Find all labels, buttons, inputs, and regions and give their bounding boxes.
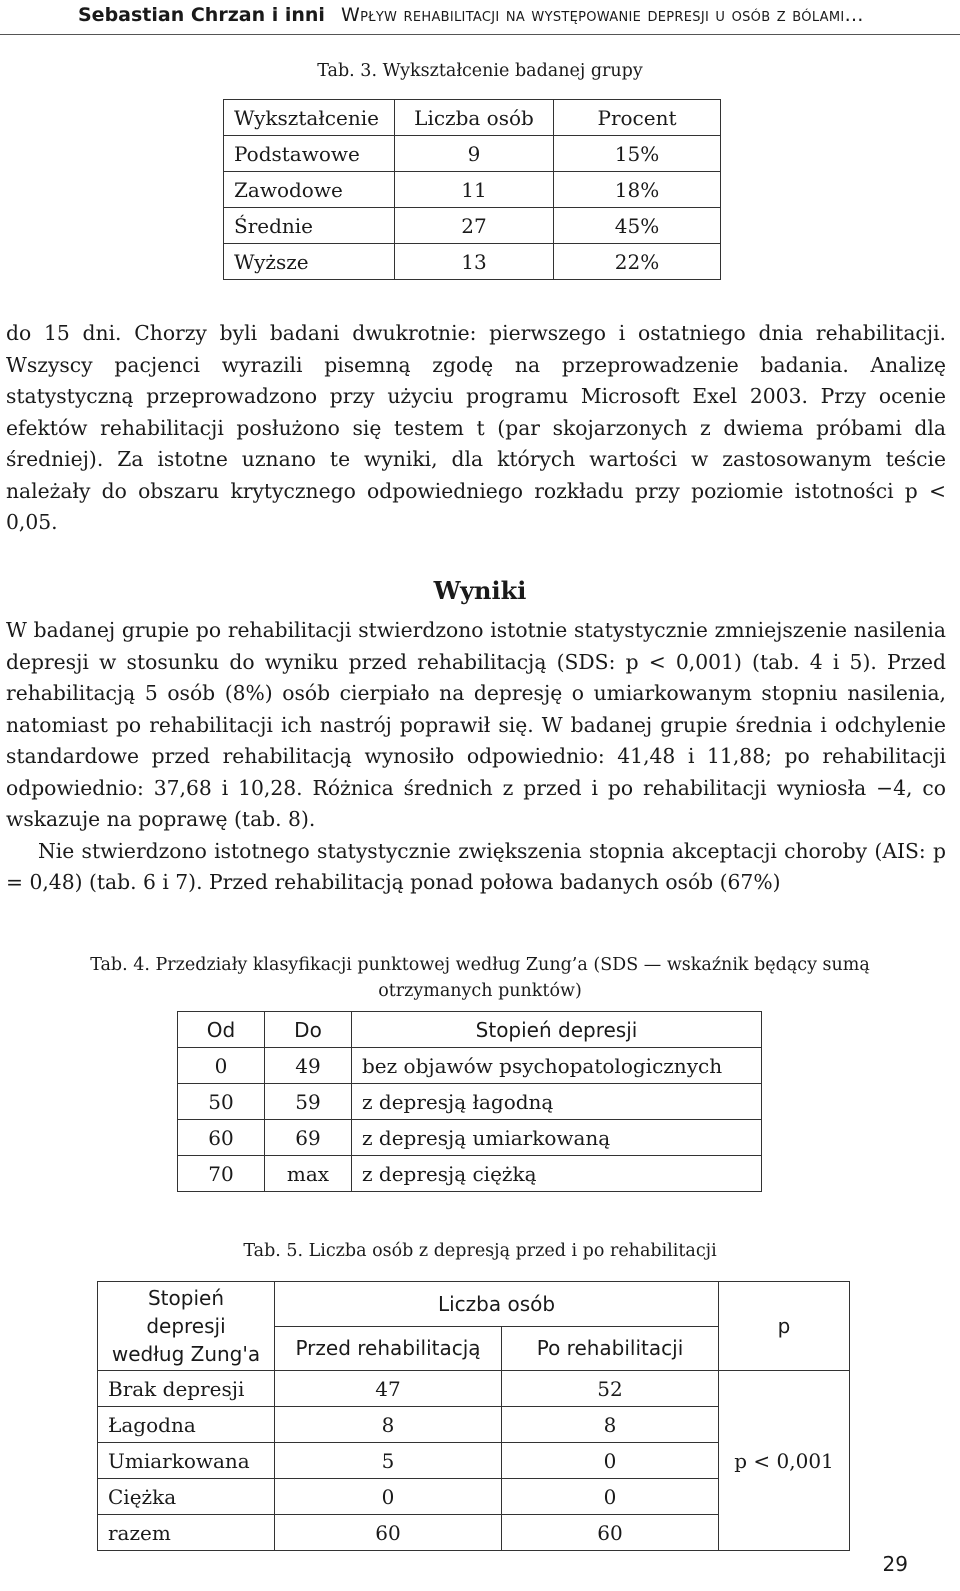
- table-cell: 11: [395, 172, 554, 208]
- tab5-header-after: Po rehabilitacji: [502, 1326, 719, 1371]
- paragraph-text: W badanej grupie po rehabilitacji stwierdzono istotnie statystycznie zmniejszenie nasilenia depresji w stosunku do wyniku przed rehabilitacją (SDS: p < 0,001) (tab. 4 i 5). Przed rehabilitacją 5 osób (8%) osób cierpiało na depresję o umiarkowanym stopniu nasilenia, natomiast po rehabilitacji ich nastrój poprawił się. W badanej grupie średnia i odchylenie standardowe przed rehabilitacją wynosiło odpowiednio: 41,48 i 11,88; po rehabilitacji odpowiednio: 37,68 i 10,28. Różnica średnich z przed i po rehabilitacji wyniosła −4, co wskazuje na poprawę (tab. 8).: [6, 618, 946, 831]
- table-cell: 52: [502, 1371, 719, 1407]
- table-cell: 70: [178, 1156, 265, 1192]
- table-cell: 49: [265, 1048, 352, 1084]
- table-cell: 69: [265, 1120, 352, 1156]
- table-cell: 50: [178, 1084, 265, 1120]
- table-cell: Ciężka: [98, 1479, 275, 1515]
- tab4-header-cell: Do: [265, 1012, 352, 1048]
- table-cell: 15%: [554, 136, 721, 172]
- table-cell: 60: [502, 1515, 719, 1551]
- table-cell: 47: [275, 1371, 502, 1407]
- table-row: [98, 1371, 850, 1407]
- table-cell: Brak depresji: [98, 1371, 275, 1407]
- tab3-header-cell: Liczba osób: [395, 100, 554, 136]
- tab4-header-cell: Stopień depresji: [352, 1012, 762, 1048]
- table-cell: z depresją łagodną: [352, 1084, 762, 1120]
- table-cell: Wyższe: [224, 244, 395, 280]
- tab5-header-row: [98, 1282, 850, 1327]
- tab3-caption: Tab. 3. Wykształcenie badanej grupy: [317, 61, 643, 81]
- running-header: [78, 4, 864, 26]
- table-cell: Średnie: [224, 208, 395, 244]
- table-cell: 13: [395, 244, 554, 280]
- table-row: [224, 136, 721, 172]
- table-cell: 0: [502, 1479, 719, 1515]
- tab3-table: [223, 99, 721, 280]
- table-cell: Umiarkowana: [98, 1443, 275, 1479]
- section-heading: Wyniki: [433, 576, 527, 605]
- table-cell: max: [265, 1156, 352, 1192]
- methods-paragraph: [6, 318, 946, 539]
- table-cell: Podstawowe: [224, 136, 395, 172]
- tab4-table: [177, 1011, 762, 1192]
- tab3-header-row: [224, 100, 721, 136]
- page-number: 29: [882, 1552, 908, 1576]
- table-cell: 22%: [554, 244, 721, 280]
- table-cell: 59: [265, 1084, 352, 1120]
- table-cell: 45%: [554, 208, 721, 244]
- table-row: [178, 1084, 762, 1120]
- table-cell: 60: [275, 1515, 502, 1551]
- table-cell: z depresją ciężką: [352, 1156, 762, 1192]
- table-row: [178, 1156, 762, 1192]
- tab5-header-p: p: [719, 1282, 850, 1371]
- table-cell: 27: [395, 208, 554, 244]
- table-cell: z depresją umiarkowaną: [352, 1120, 762, 1156]
- tab4-caption-line: otrzymanych punktów): [378, 981, 582, 1001]
- tab5-p-value: p < 0,001: [719, 1371, 850, 1551]
- header-title: Wpływ rehabilitacji na występowanie depresji u osób z bólami…: [340, 4, 864, 26]
- paragraph-text: Nie stwierdzono istotnego statystycznie zwiększenia stopnia akceptacji choroby (AIS: p = 0,48) (tab. 6 i 7). Przed rehabilitacją ponad połowa badanych osób (67%): [6, 838, 946, 894]
- tab5-header-degree: [98, 1282, 275, 1371]
- table-cell: 8: [275, 1407, 502, 1443]
- tab5-header-count: Liczba osób: [275, 1282, 719, 1327]
- table-cell: 0: [502, 1443, 719, 1479]
- table-cell: 0: [275, 1479, 502, 1515]
- paragraph-text: do 15 dni. Chorzy byli badani dwukrotnie: pierwszego i ostatniego dnia rehabilitacji. Wszyscy pacjenci wyrazili pisemną zgodę na przeprowadzenie badania. Analizę statystyczną przeprowadzono przy użyciu programu Microsoft Exel 2003. Przy ocenie efektów rehabilitacji posłużono się testem t (par skojarzonych z dwiema próbami dla średniej). Za istotne uznano te wyniki, dla których wartości w zastosowanym teście należały do obszaru krytycznego odpowiedniego rozkładu przy poziomie istotności p < 0,05.: [6, 321, 946, 534]
- table-row: [224, 244, 721, 280]
- tab5-table: [97, 1281, 850, 1551]
- table-row: [178, 1048, 762, 1084]
- table-cell: Łagodna: [98, 1407, 275, 1443]
- header-author: Sebastian Chrzan i inni: [78, 4, 325, 26]
- table-cell: 9: [395, 136, 554, 172]
- table-row: [224, 172, 721, 208]
- tab5-header-degree-line: według Zung'a: [111, 1342, 261, 1366]
- table-cell: 60: [178, 1120, 265, 1156]
- tab5-header-before: Przed rehabilitacją: [275, 1326, 502, 1371]
- tab4-header-cell: Od: [178, 1012, 265, 1048]
- table-cell: 5: [275, 1443, 502, 1479]
- table-cell: bez objawów psychopatologicznych: [352, 1048, 762, 1084]
- table-cell: 0: [178, 1048, 265, 1084]
- tab4-header-row: [178, 1012, 762, 1048]
- tab4-caption-line: Tab. 4. Przedziały klasyfikacji punktowej według Zung’a (SDS — wskaźnik będący sumą: [90, 955, 870, 975]
- table-row: [224, 208, 721, 244]
- header-rule: [0, 34, 960, 35]
- table-cell: 8: [502, 1407, 719, 1443]
- table-cell: 18%: [554, 172, 721, 208]
- results-paragraphs: [6, 615, 946, 899]
- tab5-caption: Tab. 5. Liczba osób z depresją przed i po rehabilitacji: [243, 1241, 717, 1261]
- tab3-header-cell: Procent: [554, 100, 721, 136]
- table-row: [178, 1120, 762, 1156]
- tab5-header-degree-line: Stopień depresji: [146, 1286, 226, 1338]
- tab4-caption: [0, 952, 960, 1004]
- table-cell: razem: [98, 1515, 275, 1551]
- tab3-header-cell: Wykształcenie: [224, 100, 395, 136]
- table-cell: Zawodowe: [224, 172, 395, 208]
